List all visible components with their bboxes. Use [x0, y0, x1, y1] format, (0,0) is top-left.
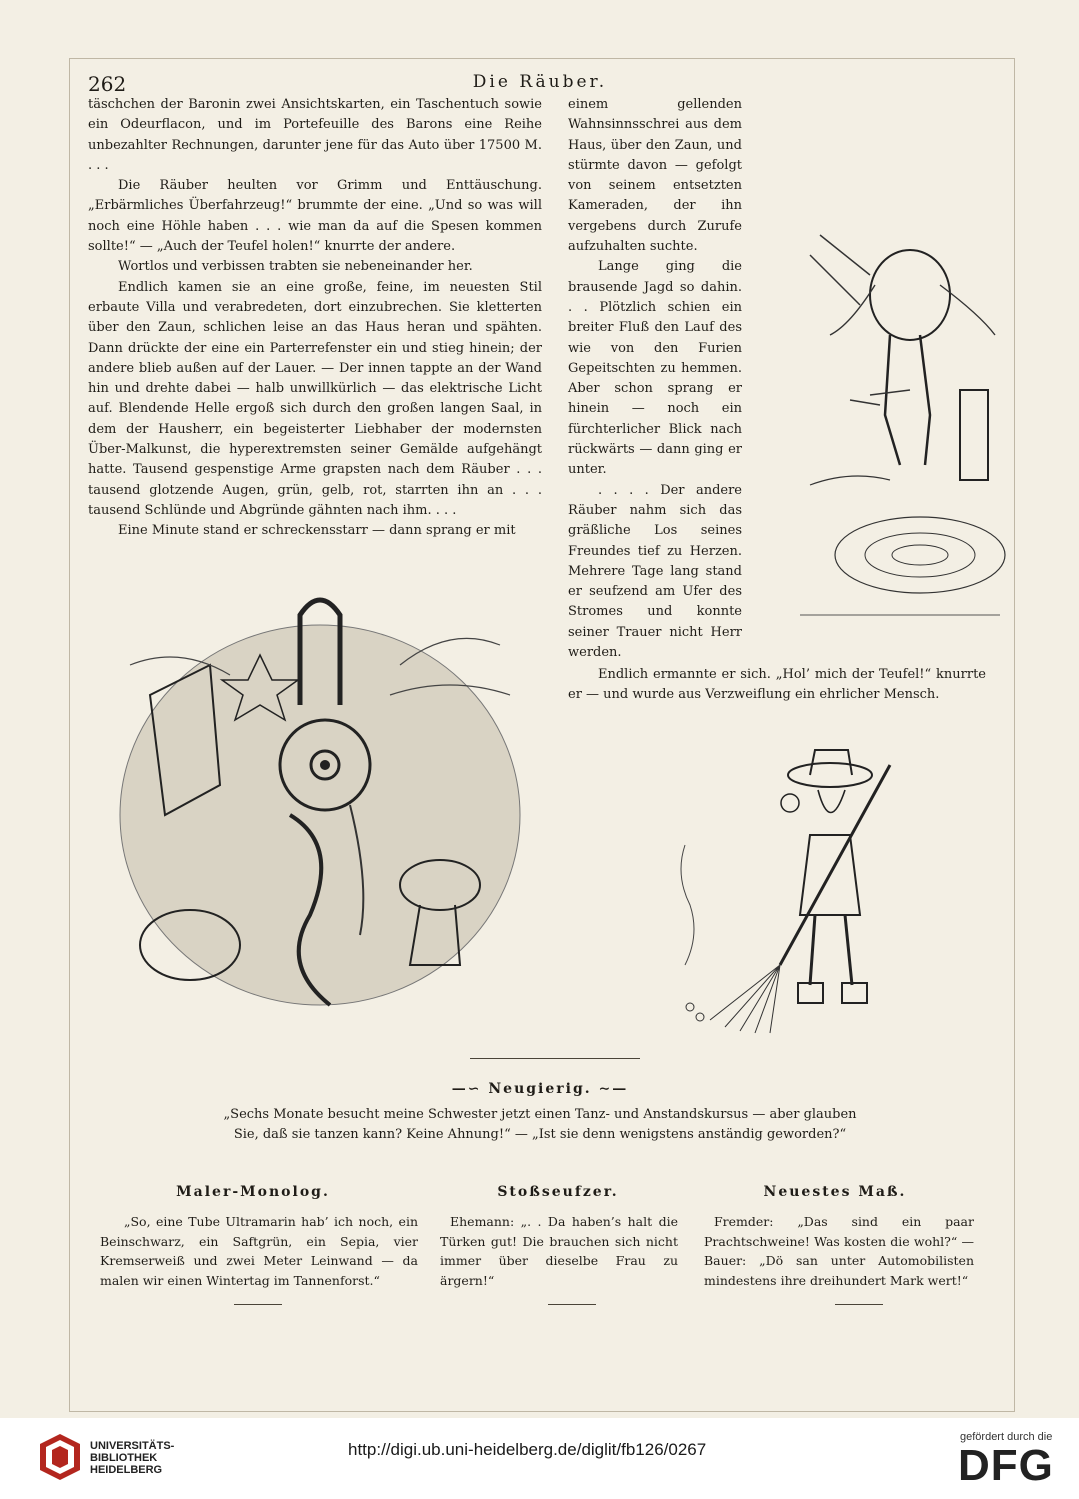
joke-end-rule: [835, 1304, 883, 1305]
source-url-link[interactable]: http://digi.ub.uni-heidelberg.de/diglit/fb126/0267: [348, 1440, 707, 1459]
funder-caption: gefördert durch die: [960, 1431, 1053, 1443]
neugierig-line: Sie, daß sie tanzen kann? Keine Ahnung!“ — „Ist sie denn wenigstens anständig geworden?“: [233, 1127, 847, 1142]
story-paragraph: Die Räuber heulten vor Grimm und Enttäuschung. „Erbärmliches Überfahrzeug!“ brummte der eine. „Und so was will noch eine Höhle haben . . . wie man da auf die Spesen kommen sollte!“ — „Auch der Teufel holen!“ knurrte der andere.: [88, 178, 542, 255]
running-title: Die Räuber.: [472, 72, 608, 92]
library-logo-icon: [38, 1432, 82, 1482]
story-paragraph: Lange ging die brausende Jagd so dahin. . . Plötzlich schien ein breiter Fluß den Lauf des wie von den Furien Gepeitschten zu hemmen. Aber schon sprang er hinein — noch ein fürchterlicher Blick nach rückwärts — dann ging er unter.: [568, 259, 742, 478]
joke-end-rule: [234, 1304, 282, 1305]
neugierig-text: [170, 1105, 910, 1145]
joke-end-rule: [548, 1304, 596, 1305]
neugierig-line: „Sechs Monate besucht meine Schwester jetzt einen Tanz- und Anstandskursus — aber glauben: [223, 1107, 857, 1122]
river-jump-illustration: [790, 215, 1010, 645]
dfg-logo-icon: DFG: [958, 1441, 1054, 1490]
story-paragraph: Endlich kamen sie an eine große, feine, im neuesten Stil erbaute Villa und verabredeten, dort einzubrechen. Sie kletterten über den Zaun, schlichen leise an das Haus heran und spähten. Dann drückte der eine ein Parterrefenster ein und stieg hinein; der andere blieb außen auf der Lauer. — Der innen tappte an der Wand hin und drehte dabei — halb unwillkürlich — das elektrische Licht auf. Blendende Helle ergoß sich durch den großen langen Saal, in dem der Hausherr, ein begeisterter Liebhaber der modernsten Über-Malkunst, die hyperextremsten seiner Gemälde aufgehängt hatte. Tausend gespenstige Arme grapsten nach dem Räuber . . . tausend glotzende Augen, grün, gelb, rot, starrten ihn an . . . tausend Schlünde und Abgründe gähnten nach ihm. . . .: [88, 279, 542, 518]
story-paragraph: Eine Minute stand er schreckensstarr — dann sprang er mit: [118, 523, 516, 539]
section-divider: [470, 1058, 640, 1059]
joke-text-neuestes-mass: Fremder: „Das sind ein paar Prachtschweine! Was kosten die wohl?“ — Bauer: „Dö san unter Automobilisten mindestens ihre dreihundert Mark wert!“: [704, 1214, 974, 1288]
joke-text-stossseufzer: Ehemann: „. . Da haben’s halt die Türken gut! Die brauchen sich nicht immer über dieselbe Frau zu ärgern!“: [440, 1214, 678, 1288]
story-paragraph: täschchen der Baronin zwei Ansichtskarten, ein Taschentuch sowie ein Odeurflacon, und im Portefeuille des Barons eine Reihe unbezahlter Rechnungen, darunter jene für das Auto über 17500 M. . . .: [88, 97, 542, 173]
joke-title-neuestes-mass: Neuestes Maß.: [763, 1184, 907, 1200]
ornament-left-icon: —∽: [451, 1081, 489, 1097]
joke-text-maler: „So, eine Tube Ultramarin hab’ ich noch, ein Beinschwarz, ein Saftgrün, ein Sepia, vier Kremserweiß und zwei Meter Leinwand — da malen wir einen Wintertag im Tannenforst.“: [100, 1214, 418, 1288]
modern-art-illustration: [110, 585, 530, 1025]
joke-title-maler: Maler-Monolog.: [176, 1184, 330, 1200]
story-paragraph: Endlich ermannte er sich. „Hol’ mich der Teufel!“ knurrte er — und wurde aus Verzweiflung ein ehrlicher Mensch.: [568, 667, 986, 703]
street-sweeper-illustration: [670, 745, 910, 1040]
neugierig-title: —∽ Neugierig. ∼—: [451, 1081, 629, 1097]
story-paragraph: Wortlos und verbissen trabten sie nebeneinander her.: [118, 259, 473, 275]
story-left-column: [88, 95, 542, 542]
page-number: 262: [88, 72, 127, 96]
ornament-right-icon: ∼—: [591, 1081, 629, 1097]
story-final-paragraph: [568, 665, 986, 706]
library-name: UNIVERSITÄTS- BIBLIOTHEK HEIDELBERG: [90, 1440, 175, 1476]
story-right-column: [568, 95, 742, 663]
story-paragraph: einem gellenden Wahnsinnsschrei aus dem Haus, über den Zaun, und stürmte davon — gefolgt von seinem entsetzten Kameraden, der ihn vergebens durch Zurufe aufzuhalten suchte.: [568, 97, 742, 255]
story-paragraph: . . . . Der andere Räuber nahm sich das gräßliche Los seines Freundes tief zu Herzen. Mehrere Tage lang stand er seufzend am Ufer des Stromes und konnte seiner Trauer nicht Herr werden.: [568, 482, 742, 661]
joke-title-stossseufzer: Stoßseufzer.: [497, 1184, 619, 1200]
